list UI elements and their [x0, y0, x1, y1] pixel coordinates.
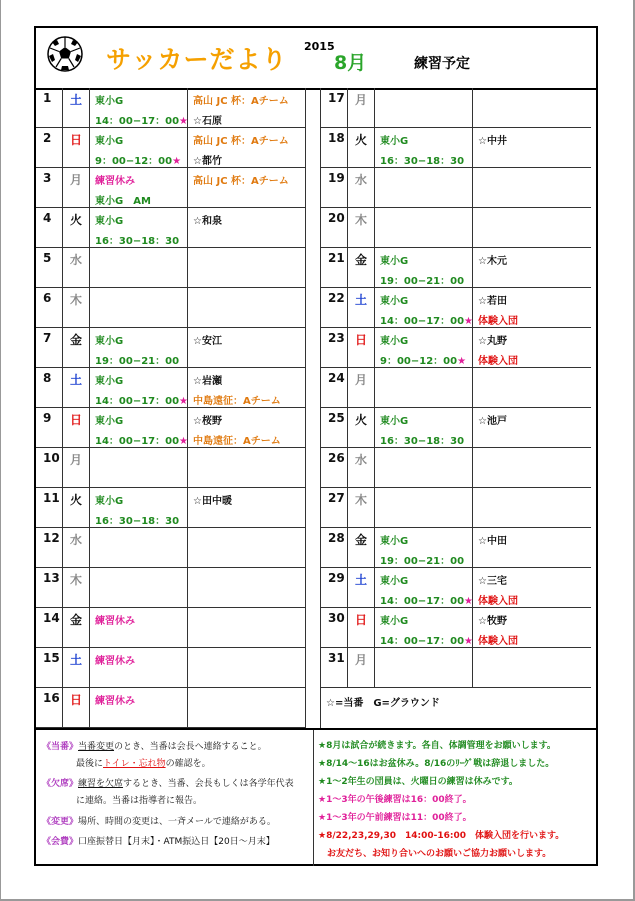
schedule-label: 練習予定: [414, 56, 470, 72]
header: [36, 28, 596, 90]
fee-tag: 《会費》: [42, 837, 79, 847]
days_right.4.a-text: 東小G: [380, 256, 409, 267]
date-number: 15: [36, 648, 63, 688]
days_left.2.a-text: 練習休み: [95, 176, 135, 187]
days_left.7.b-line: [193, 372, 222, 387]
date-number: 29: [321, 568, 348, 608]
weekday: 日: [63, 408, 90, 448]
weekday: 土: [63, 648, 90, 688]
days_right.5.a-line: [380, 312, 473, 327]
announcement: ★8/22,23,29,30 14:00-16:00 体験入団を行います。: [318, 831, 565, 841]
weekday: 土: [348, 288, 375, 328]
weekday: 月: [63, 168, 90, 208]
days_left.14.a-line: [95, 652, 135, 667]
days_left.0.a-line: [95, 112, 188, 127]
days_right.1.a-line: [380, 152, 464, 167]
days_right.1.b-line: [478, 132, 507, 147]
days_right.1.b-text: ☆中井: [478, 136, 507, 147]
days_right.5.a-text: 東小G: [380, 296, 409, 307]
days_left.8.b-line: [193, 432, 281, 447]
weekday: 月: [348, 368, 375, 408]
weekday: 火: [348, 128, 375, 168]
duty-star-icon: ★: [179, 436, 189, 447]
days_right.11.a-text: 東小G: [380, 536, 409, 547]
days_right.12.a-line: [380, 592, 473, 607]
weekday: 日: [348, 608, 375, 648]
days_right.13.a-text: 東小G: [380, 616, 409, 627]
duty-cell: [473, 488, 591, 528]
days_right.13.b-text: ☆牧野: [478, 616, 507, 627]
date-number: 25: [321, 408, 348, 448]
date-number: 13: [36, 568, 63, 608]
days_left.10.a-line: [95, 492, 123, 507]
days_left.14.a-text: 練習休み: [95, 656, 135, 667]
days_left.7.a-text: 14：00−17：00: [95, 396, 180, 407]
practice-cell: [90, 288, 188, 328]
days_left.7.a-line: [95, 372, 123, 387]
days_left.1.b-line: [193, 152, 222, 167]
legend-row: [321, 688, 596, 728]
days_left.0.a-text: 14：00−17：00: [95, 116, 180, 127]
days_left.3.b-line: [193, 212, 222, 227]
date-number: 4: [36, 208, 63, 248]
duty-cell: [188, 528, 306, 568]
legend-text: ☆=当番 G=グラウンド: [326, 698, 440, 709]
date-number: 30: [321, 608, 348, 648]
days_left.1.a-line: [95, 132, 123, 147]
newsletter-sheet: [34, 26, 598, 866]
practice-cell: [375, 368, 473, 408]
duty-cell: [188, 408, 306, 448]
days_left.6.a-text: 19：00−21：00: [95, 356, 180, 367]
month-label: 8月: [334, 52, 367, 74]
announcement: ★8月は試合が続きます。各自、体調管理をお願いします。: [318, 741, 556, 751]
days_right.6.b-text: 体験入団: [478, 356, 518, 367]
days_right.13.a-line: [380, 612, 408, 627]
date-number: 31: [321, 648, 348, 688]
weekday: 火: [63, 488, 90, 528]
days_left.8.a-line: [95, 432, 188, 447]
days_left.6.a-line: [95, 332, 123, 347]
duty-text-2b: の確認を。: [165, 759, 211, 769]
practice-cell: [90, 688, 188, 728]
duty-cell: [188, 568, 306, 608]
weekday: 水: [348, 168, 375, 208]
change-text: 場所、時間の変更は、一斉メールで連絡がある。: [78, 817, 276, 827]
announcement: ★1〜3年の午前練習は11：00終了。: [318, 813, 472, 823]
note-absence-line2: に連絡。当番は指導者に報告。: [76, 796, 203, 806]
days_right.12.b-line: [478, 572, 507, 587]
days_right.13.a-text: 14：00−17：00: [380, 636, 465, 647]
days_left.8.a-line: [95, 412, 123, 427]
days_right.12.b-text: 体験入団: [478, 596, 518, 607]
days_right.5.a-line: [380, 292, 408, 307]
duty-star-icon: ★: [172, 156, 182, 167]
date-number: 6: [36, 288, 63, 328]
date-number: 16: [36, 688, 63, 728]
days_left.15.a-line: [95, 692, 135, 707]
practice-cell: [90, 528, 188, 568]
weekday: 土: [63, 368, 90, 408]
days_left.13.a-line: [95, 612, 135, 627]
date-number: 18: [321, 128, 348, 168]
days_left.8.b-line: [193, 412, 222, 427]
days_left.7.b-line: [193, 392, 281, 407]
days_left.6.b-line: [193, 332, 222, 347]
days_left.2.b-line: [193, 172, 289, 187]
days_left.13.a-text: 練習休み: [95, 616, 135, 627]
date-number: 9: [36, 408, 63, 448]
date-number: 22: [321, 288, 348, 328]
duty-text-2a: 最後に: [76, 759, 104, 769]
weekday: 火: [348, 408, 375, 448]
practice-cell: [90, 328, 188, 368]
days_left.0.b-text: 高山 JC 杯：Aチーム: [193, 96, 289, 107]
practice-cell: [375, 408, 473, 448]
note-duty-line2: [76, 756, 346, 769]
announcement: ★1〜3年の午後練習は16：00終了。: [318, 795, 472, 805]
practice-cell: [375, 248, 473, 288]
days_left.10.b-line: [193, 492, 232, 507]
date-number: 2: [36, 128, 63, 168]
practice-cell: [90, 488, 188, 528]
days_left.15.a-text: 練習休み: [95, 696, 135, 707]
days_left.6.a-line: [95, 352, 179, 367]
absence-underlined: 練習を欠席: [78, 779, 124, 789]
duty-cell: [188, 288, 306, 328]
duty-cell: [473, 248, 591, 288]
days_left.3.a-line: [95, 232, 179, 247]
date-number: 19: [321, 168, 348, 208]
duty-cell: [188, 688, 306, 728]
weekday: 木: [63, 568, 90, 608]
days_right.6.b-line: [478, 332, 507, 347]
duty-cell: [188, 88, 306, 128]
duty-cell: [473, 608, 591, 648]
days_left.8.a-text: 14：00−17：00: [95, 436, 180, 447]
duty-cell: [473, 208, 591, 248]
calendar: [36, 88, 596, 728]
weekday: 月: [63, 448, 90, 488]
practice-cell: [90, 608, 188, 648]
days_left.7.b-text: 中島遠征：Aチーム: [193, 396, 281, 407]
practice-cell: [375, 168, 473, 208]
duty-cell: [473, 328, 591, 368]
days_right.5.b-text: ☆若田: [478, 296, 507, 307]
date-number: 12: [36, 528, 63, 568]
days_left.10.a-text: 16：30−18：30: [95, 516, 180, 527]
duty-underlined-2: トイレ・忘れ物: [103, 759, 166, 769]
duty-star-icon: ★: [179, 116, 189, 127]
days_left.3.a-text: 東小G: [95, 216, 124, 227]
announcement: お友だち、お知り合いへのお願いご協力お願いします。: [318, 849, 552, 859]
days_right.11.a-line: [380, 552, 464, 567]
days_left.10.b-text: ☆田中暖: [193, 496, 232, 507]
duty-star-icon: ★: [464, 636, 474, 647]
duty-cell: [473, 288, 591, 328]
days_right.6.a-text: 9：00−12：00: [380, 356, 458, 367]
duty-cell: [188, 648, 306, 688]
days_right.1.a-text: 16：30−18：30: [380, 156, 465, 167]
date-number: 21: [321, 248, 348, 288]
practice-cell: [90, 208, 188, 248]
days_left.0.b-line: [193, 92, 289, 107]
days_right.8.a-text: 16：30−18：30: [380, 436, 465, 447]
fee-text: 口座振替日【月末】・ATM振込日【20日〜月末】: [78, 837, 275, 847]
duty-cell: [188, 608, 306, 648]
practice-cell: [90, 408, 188, 448]
duty-cell: [188, 128, 306, 168]
duty-cell: [473, 368, 591, 408]
days_left.2.a-line: [95, 192, 151, 207]
duty-cell: [473, 128, 591, 168]
days_right.11.b-line: [478, 532, 507, 547]
days_left.1.b-line: [193, 132, 289, 147]
newsletter-title: サッカーだより: [106, 45, 288, 74]
practice-cell: [375, 448, 473, 488]
practice-cell: [90, 168, 188, 208]
days_left.3.a-line: [95, 212, 123, 227]
days_left.1.b-text: ☆都竹: [193, 156, 222, 167]
days_right.12.a-text: 東小G: [380, 576, 409, 587]
practice-cell: [90, 88, 188, 128]
weekday: 日: [348, 328, 375, 368]
days_right.8.b-text: ☆池戸: [478, 416, 507, 427]
date-number: 10: [36, 448, 63, 488]
days_right.5.b-line: [478, 312, 518, 327]
duty-cell: [188, 328, 306, 368]
days_right.8.b-line: [478, 412, 507, 427]
days_right.6.b-text: ☆丸野: [478, 336, 507, 347]
days_right.11.a-line: [380, 532, 408, 547]
practice-cell: [375, 528, 473, 568]
column-gap: [306, 88, 321, 728]
practice-cell: [90, 368, 188, 408]
days_right.12.a-text: 14：00−17：00: [380, 596, 465, 607]
date-number: 11: [36, 488, 63, 528]
duty-underlined: 当番変更: [78, 742, 115, 752]
date-number: 23: [321, 328, 348, 368]
days_right.4.a-line: [380, 252, 408, 267]
absence-text: するとき、当番、会長もしくは各学年代表: [123, 779, 294, 789]
duty-star-icon: ★: [179, 396, 189, 407]
weekday: 水: [63, 528, 90, 568]
change-tag: 《変更》: [42, 817, 79, 827]
practice-cell: [90, 648, 188, 688]
days_right.12.b-line: [478, 592, 518, 607]
date-number: 14: [36, 608, 63, 648]
days_right.8.a-text: 東小G: [380, 416, 409, 427]
date-number: 3: [36, 168, 63, 208]
soccer-ball-icon: [47, 36, 83, 72]
days_right.6.a-line: [380, 332, 408, 347]
duty-star-icon: ★: [464, 596, 474, 607]
note-duty-line1: [42, 739, 312, 752]
duty-cell: [188, 168, 306, 208]
duty-cell: [473, 408, 591, 448]
days_right.11.b-text: ☆中田: [478, 536, 507, 547]
date-number: 5: [36, 248, 63, 288]
practice-cell: [90, 448, 188, 488]
practice-cell: [375, 608, 473, 648]
days_left.1.a-text: 9：00−12：00: [95, 156, 173, 167]
duty-cell: [188, 208, 306, 248]
weekday: 月: [348, 88, 375, 128]
days_left.7.b-text: ☆岩瀬: [193, 376, 222, 387]
days_left.6.b-text: ☆安江: [193, 336, 222, 347]
days_right.8.a-line: [380, 412, 408, 427]
note-absence-line1: [42, 776, 312, 789]
practice-cell: [375, 208, 473, 248]
note-change: [42, 814, 312, 827]
days_left.3.b-text: ☆和泉: [193, 216, 222, 227]
days_right.12.b-text: ☆三宅: [478, 576, 507, 587]
weekday: 木: [63, 288, 90, 328]
days_right.4.b-text: ☆木元: [478, 256, 507, 267]
days_left.0.b-line: [193, 112, 222, 127]
practice-cell: [90, 128, 188, 168]
practice-cell: [375, 288, 473, 328]
practice-cell: [375, 88, 473, 128]
weekday: 金: [63, 328, 90, 368]
days_right.12.a-line: [380, 572, 408, 587]
days_right.5.b-text: 体験入団: [478, 316, 518, 327]
date-number: 1: [36, 88, 63, 128]
weekday: 月: [348, 648, 375, 688]
date-number: 27: [321, 488, 348, 528]
duty-star-icon: ★: [464, 316, 474, 327]
practice-cell: [90, 568, 188, 608]
days_right.6.b-line: [478, 352, 518, 367]
days_left.6.a-text: 東小G: [95, 336, 124, 347]
weekday: 火: [63, 208, 90, 248]
weekday: 日: [63, 128, 90, 168]
days_left.8.b-text: ☆桜野: [193, 416, 222, 427]
practice-cell: [375, 648, 473, 688]
duty-cell: [188, 488, 306, 528]
days_right.8.a-line: [380, 432, 464, 447]
duty-cell: [188, 368, 306, 408]
days_left.2.a-text: 東小G AM: [95, 196, 151, 207]
weekday: 土: [63, 88, 90, 128]
days_right.4.a-line: [380, 272, 464, 287]
days_left.10.a-line: [95, 512, 179, 527]
days_right.5.a-text: 14：00−17：00: [380, 316, 465, 327]
days_left.0.a-text: 東小G: [95, 96, 124, 107]
weekday: 日: [63, 688, 90, 728]
practice-cell: [90, 248, 188, 288]
practice-cell: [375, 328, 473, 368]
duty-cell: [473, 568, 591, 608]
days_right.5.b-line: [478, 292, 507, 307]
days_right.13.b-line: [478, 632, 518, 647]
days_right.13.b-line: [478, 612, 507, 627]
duty-tag: 《当番》: [42, 742, 79, 752]
days_left.2.b-text: 高山 JC 杯：Aチーム: [193, 176, 289, 187]
days_right.6.a-text: 東小G: [380, 336, 409, 347]
weekday: 金: [348, 528, 375, 568]
announcement: ★8/14〜16はお盆休み。8/16のﾘｰｸﾞ戦は辞退しました。: [318, 759, 555, 769]
date-number: 7: [36, 328, 63, 368]
days_right.11.a-text: 19：00−21：00: [380, 556, 465, 567]
weekday: 木: [348, 488, 375, 528]
weekday: 金: [348, 248, 375, 288]
practice-cell: [375, 568, 473, 608]
days_right.13.a-line: [380, 632, 473, 647]
duty-cell: [473, 168, 591, 208]
days_right.4.a-text: 19：00−21：00: [380, 276, 465, 287]
days_left.0.a-line: [95, 92, 123, 107]
weekday: 木: [348, 208, 375, 248]
year-label: 2015: [304, 40, 335, 53]
days_left.1.b-text: 高山 JC 杯：Aチーム: [193, 136, 289, 147]
weekday: 土: [348, 568, 375, 608]
notes-section: [36, 728, 596, 866]
practice-cell: [375, 128, 473, 168]
duty-cell: [473, 528, 591, 568]
date-number: 24: [321, 368, 348, 408]
days_left.3.a-text: 16：30−18：30: [95, 236, 180, 247]
note-fee: [42, 834, 312, 847]
days_right.1.a-line: [380, 132, 408, 147]
days_left.8.a-text: 東小G: [95, 416, 124, 427]
page-edge-left: [0, 0, 1, 901]
date-number: 20: [321, 208, 348, 248]
weekday: 金: [63, 608, 90, 648]
days_left.1.a-line: [95, 152, 181, 167]
duty-cell: [473, 88, 591, 128]
days_right.6.a-line: [380, 352, 466, 367]
days_left.8.b-text: 中島遠征：Aチーム: [193, 436, 281, 447]
days_left.10.a-text: 東小G: [95, 496, 124, 507]
days_right.4.b-line: [478, 252, 507, 267]
duty-text: のとき、当番は会長へ連絡すること。: [114, 742, 267, 752]
duty-cell: [473, 448, 591, 488]
days_left.7.a-line: [95, 392, 188, 407]
announcement: ★1〜2年生の団員は、火曜日の練習は休みです。: [318, 777, 518, 787]
days_right.13.b-text: 体験入団: [478, 636, 518, 647]
duty-cell: [188, 448, 306, 488]
date-number: 17: [321, 88, 348, 128]
duty-cell: [188, 248, 306, 288]
days_left.2.a-line: [95, 172, 135, 187]
days_right.1.a-text: 東小G: [380, 136, 409, 147]
duty-cell: [473, 648, 591, 688]
date-number: 8: [36, 368, 63, 408]
weekday: 水: [63, 248, 90, 288]
date-number: 28: [321, 528, 348, 568]
weekday: 水: [348, 448, 375, 488]
duty-star-icon: ★: [457, 356, 467, 367]
days_left.7.a-text: 東小G: [95, 376, 124, 387]
days_left.0.b-text: ☆石原: [193, 116, 222, 127]
date-number: 26: [321, 448, 348, 488]
days_left.1.a-text: 東小G: [95, 136, 124, 147]
practice-cell: [375, 488, 473, 528]
absence-tag: 《欠席》: [42, 779, 79, 789]
